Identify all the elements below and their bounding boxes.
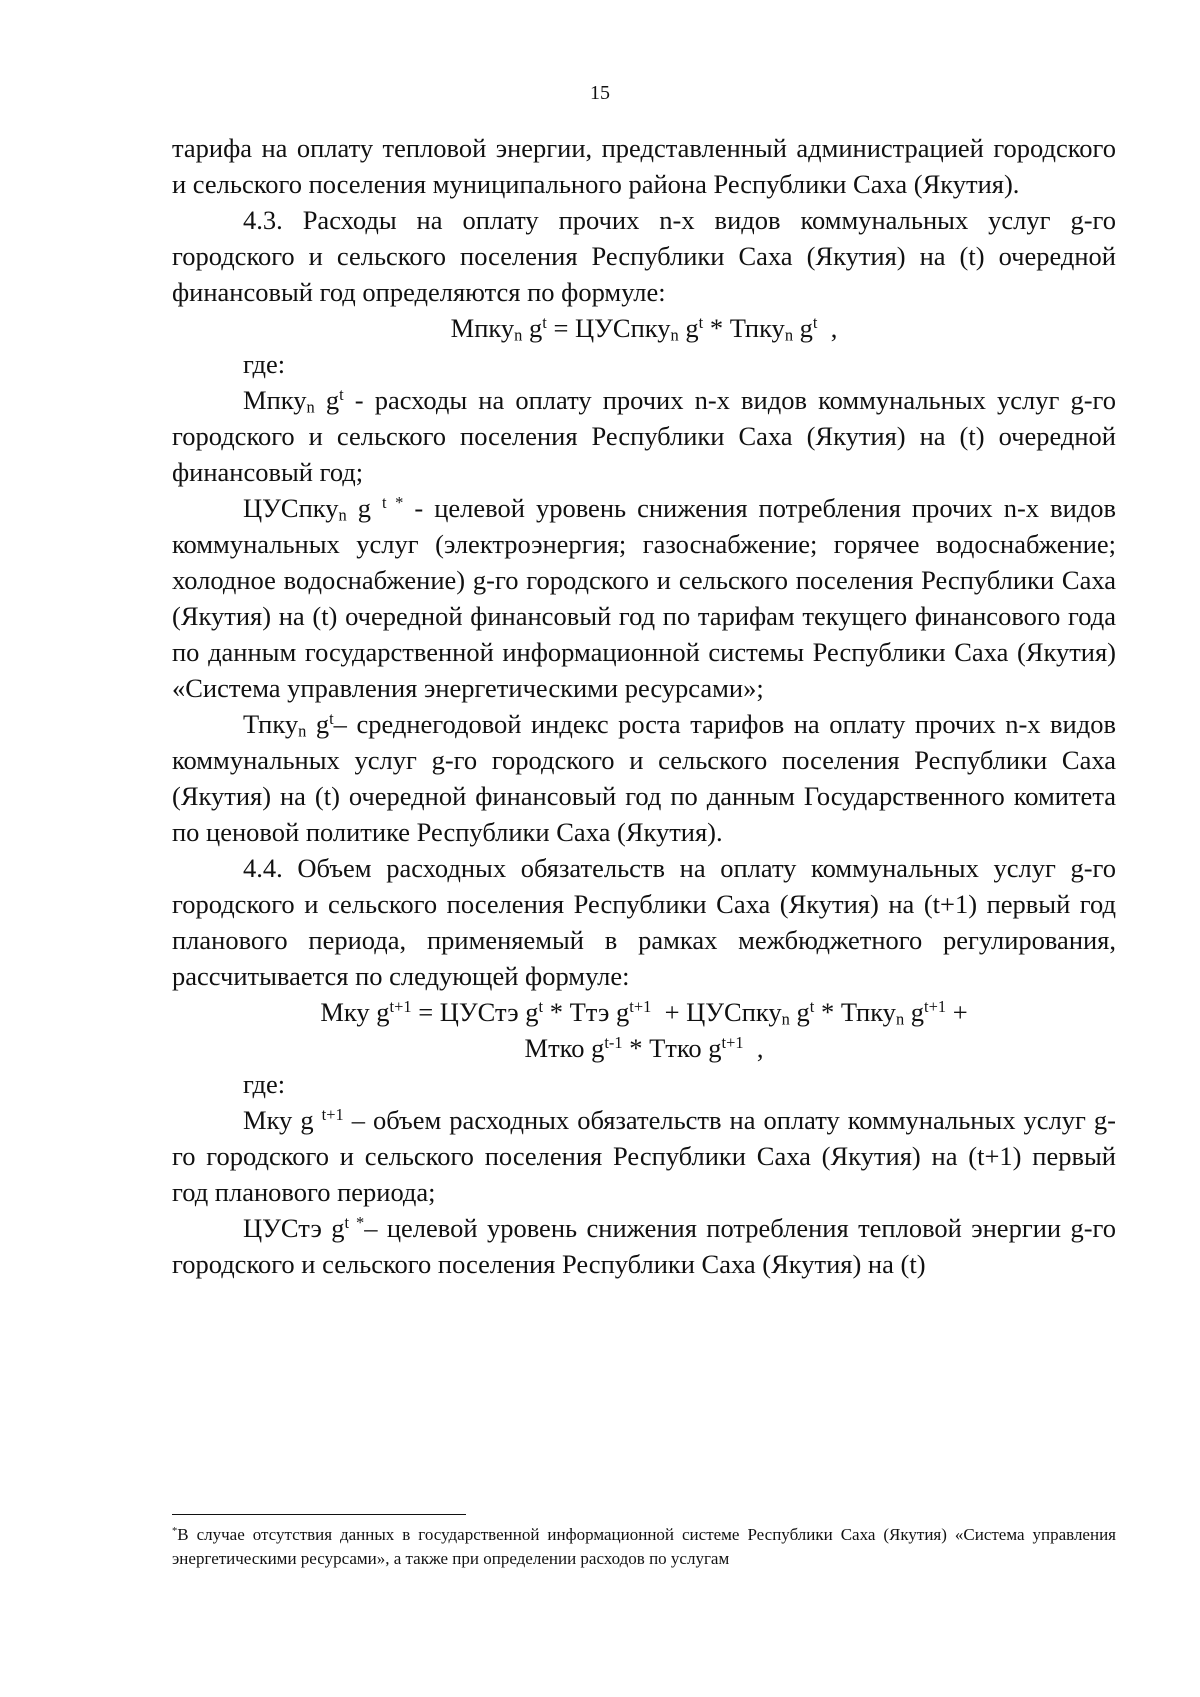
footnote [172,1523,1116,1571]
definition-custe: ЦУСтэ $g^{t *}-$ целевой уровень снижения потребления тепловой энергии g-го городского и сельского поселения Республики Саха (Якутия) на (t) [172,1212,1117,1279]
definition-mpku: Мпку$_n$ $g^t$ - расходы на оплату прочих n-х видов коммунальных услуг g-го городского и сельского поселения Республики Саха (Якутия) на (t) очередной финансовый год; [172,384,1116,487]
paragraph-tariff-continuation: тарифа на оплату тепловой энергии, представленный администрацией городского и сельского поселения муниципального района Республики Саха (Якутия). [172,133,1116,199]
paragraph-4-3: 4.3. Расходы на оплату прочих n-х видов коммунальных услуг g-го городского и сельского поселения Республики Саха (Якутия) на (t) очередной финансовый год определяются по формуле: [172,205,1116,307]
document-body [172,130,1116,1282]
formula-mku: Мку $g^{t+1}$ = ЦУСтэ $g^t$ * Ттэ $g^{t+1}$ + ЦУСпку$_n$ $g^t$ * Тпку$_n$ $g^{t+1}$ + Мтко $g^{t-1}$ * Ттко $g^{t+1}$ , [320,996,968,1063]
page-number: 15 [590,82,610,104]
definition-mku: Мку g $^{t+1}$ – объем расходных обязательств на оплату коммунальных услуг g-го городского и сельского поселения Республики Саха (Якутия) на (t+1) первый год планового периода; [172,1104,1117,1207]
footnote-text: В случае отсутствия данных в государственной информационной системе Республики Саха (Якутия) «Система управления энергетическими ресурсами», а также при определении расходов по услугам [172,1525,1116,1568]
definition-tpku: Тпку$_n$ $g^t-$ среднегодовой индекс роста тарифов на оплату прочих n-х видов коммунальных услуг g-го городского и сельского поселения Республики Саха (Якутия) на (t) очередной финансовый год по данным Государственного комитета по ценовой политике Республики Саха (Якутия). [172,708,1116,847]
definition-cuspku: ЦУСпку$_n$ g $^{t *}$ - целевой уровень снижения потребления прочих n-х видов коммунальных услуг (электроэнергия; газоснабжение; горячее водоснабжение; холодное водоснабжение) g-го городского и сельского поселения Республики Саха (Якутия) на (t) очередной финансовый год по тарифам текущего финансового года по данным государственной информационной системы Республики Саха (Якутия) «Система управления энергетическими ресурсами»; [172,492,1117,703]
footnote-marker: * [172,1526,178,1538]
formula-mpku: Мпку$_n$ $g^t$ = ЦУСпку$_n$ $g^t$ * Тпку$_n$ $g^t$ , [450,312,838,345]
where-label-2: где: [243,1069,286,1099]
paragraph-4-4: 4.4. Объем расходных обязательств на оплату коммунальных услуг g-го городского и сельского поселения Республики Саха (Якутия) на (t+1) первый год планового периода, применяемый в рамках межбюджетного регулирования, рассчитывается по следующей формуле: [172,853,1116,991]
where-label: где: [243,349,286,379]
footnote-divider [172,1514,466,1515]
